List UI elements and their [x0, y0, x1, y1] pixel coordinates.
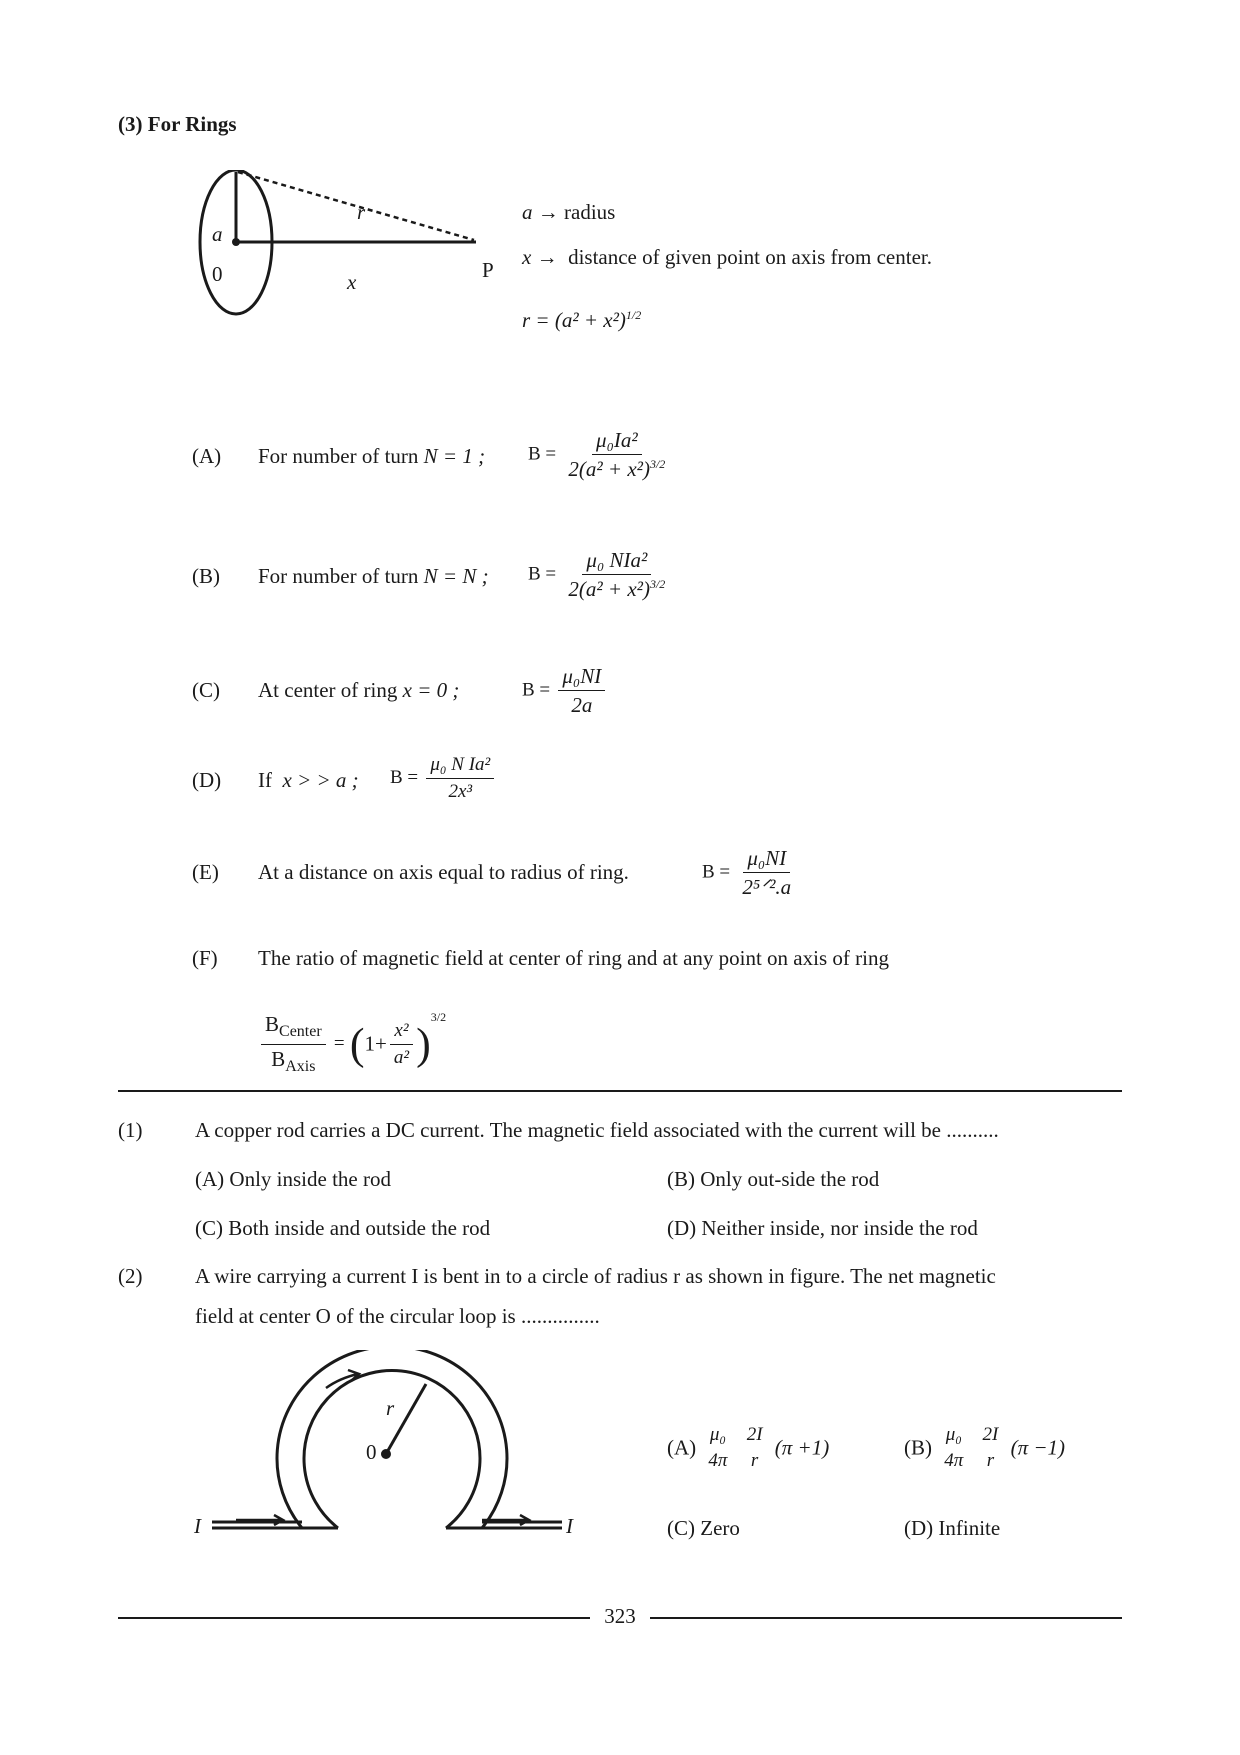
- q1-number: (1): [118, 1118, 143, 1142]
- item-b-formula: B = $\frac{\text{μ₀ NIa²}}{2(a^2 + x^2)^{3/2}}$: [528, 548, 666, 602]
- outer-arc: [277, 1350, 507, 1528]
- ring-label-x: x: [347, 270, 357, 294]
- q1-option-b: (B) Only out-side the rod: [667, 1167, 880, 1191]
- item-a-text: For number of turn N = 1 ;: [258, 444, 486, 468]
- item-d-text: If x > > a ;: [258, 768, 359, 792]
- item-a-tag: (A): [192, 444, 222, 468]
- q1-option-c: (C) Both inside and outside the rod: [195, 1216, 491, 1240]
- r-dashed-line: [238, 172, 474, 240]
- q2-option-b: (B) μ₀ 4π 2I r (π −1): [904, 1424, 1066, 1471]
- q2-number: (2): [118, 1264, 143, 1288]
- center-dot: [232, 238, 240, 246]
- q2-option-d: (D) Infinite: [904, 1516, 1001, 1540]
- item-f-tag: (F): [192, 946, 218, 970]
- item-e-text: At a distance on axis equal to radius of ring.: [258, 860, 629, 884]
- section-heading: (3) For Rings: [118, 112, 237, 136]
- loop-diagram: [190, 1350, 600, 1550]
- q2-option-a: (A) μ₀ 4π 2I r (π +1): [667, 1424, 830, 1471]
- section-divider: [118, 1090, 1122, 1092]
- footer-rule-left: [118, 1617, 590, 1619]
- item-d-formula: B = $\frac{\text{μ₀ N Ia²}}{\text{2x³}}$: [390, 754, 497, 803]
- ring-label-r: r: [357, 200, 366, 224]
- footer-rule-right: [650, 1617, 1122, 1619]
- item-e-tag: (E): [192, 860, 219, 884]
- center-dot: [381, 1449, 391, 1459]
- def-r-formula: $r = (a^2 + x^2)^{1/2}$: [522, 308, 642, 332]
- item-f-text: The ratio of magnetic field at center of ring and at any point on axis of ring: [258, 946, 889, 970]
- item-b-text: For number of turn N = N ;: [258, 564, 489, 588]
- item-e-formula: B = $\frac{\text{μ₀NI}}{\text{2⁵ᐟ².a}}$: [702, 846, 792, 900]
- ring-label-p: P: [482, 258, 494, 282]
- q2-text-line2: field at center O of the circular loop is ...............: [195, 1304, 600, 1328]
- q2-option-c: (C) Zero: [667, 1516, 740, 1540]
- item-c-text: At center of ring x = 0 ;: [258, 678, 460, 702]
- q1-option-d: (D) Neither inside, nor inside the rod: [667, 1216, 978, 1240]
- item-a-formula: B = $\frac{\text{μ₀Ia²}}{2(a^2 + x^2)^{3/2}}$: [528, 428, 666, 482]
- inner-arc: [304, 1371, 480, 1528]
- q2-text-line1: A wire carrying a current I is bent in to a circle of radius r as shown in figure. The net magnetic: [195, 1264, 996, 1288]
- def-x: x → distance of given point on axis from center.: [522, 245, 932, 269]
- item-c-formula: B = $\frac{\text{μ₀NI}}{2a}$: [522, 664, 608, 717]
- ring-diagram: [180, 170, 500, 330]
- loop-label-i-left: I: [194, 1514, 201, 1538]
- loop-label-i-right: I: [566, 1514, 573, 1538]
- item-c-tag: (C): [192, 678, 220, 702]
- item-d-tag: (D): [192, 768, 222, 792]
- loop-label-r: r: [386, 1396, 395, 1420]
- loop-label-o: 0: [366, 1440, 377, 1464]
- ratio-formula: $\frac{B_{Center}}{B_{Axis}}$ = (1+ $\frac{\text{x²}}{\text{a²}}$ )$^{3/2}$: [258, 1010, 446, 1076]
- q1-text: A copper rod carries a DC current. The magnetic field associated with the current will be ..........: [195, 1118, 999, 1142]
- q1-option-a: (A) Only inside the rod: [195, 1167, 391, 1191]
- ring-label-a: a: [212, 222, 223, 246]
- page-number: 323: [604, 1604, 636, 1628]
- item-b-tag: (B): [192, 564, 220, 588]
- ring-label-0: 0: [212, 262, 223, 286]
- def-a: a → radius: [522, 200, 616, 224]
